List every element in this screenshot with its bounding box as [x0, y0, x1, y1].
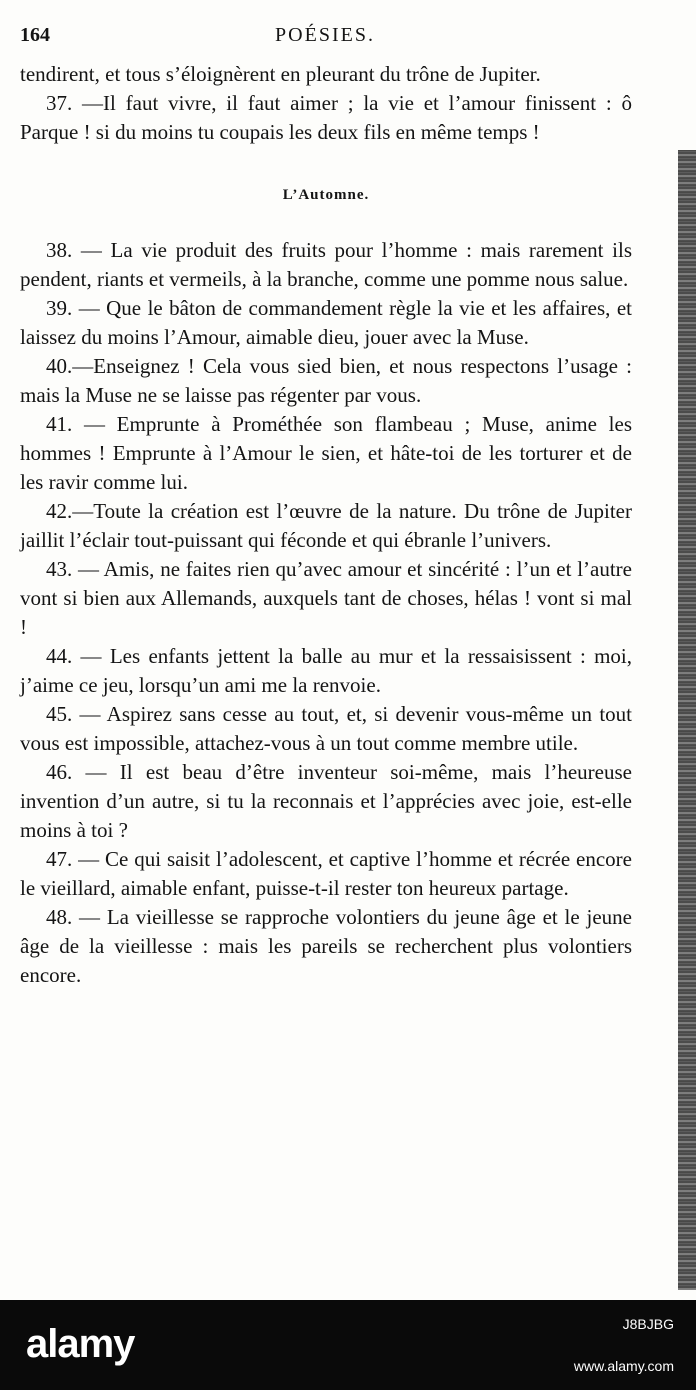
section-title: L’Automne. — [282, 187, 370, 203]
paragraph-48: 48. — La vieillesse se rapproche volontiers du jeune âge et le jeune âge de la vieillesse : mais les pareils se recherchent plus volontiers encore. — [20, 905, 632, 987]
paragraph-47: 47. — Ce qui saisit l’adolescent, et captive l’homme et récrée encore le vieillard, aimable enfant, puisse-t-il rester ton heureux partage. — [20, 847, 632, 900]
site-url: www.alamy.com — [573, 1358, 674, 1374]
paragraph-42: 42.—Toute la création est l’œuvre de la nature. Du trône de Jupiter jaillit l’éclair tout-puissant qui féconde et qui ébranle l’univers. — [20, 499, 632, 552]
paragraph-39: 39. — Que le bâton de commandement règle la vie et les affaires, et laissez du moins l’Amour, aimable dieu, jouer avec la Muse. — [20, 296, 632, 349]
page-edge-shadow — [678, 150, 696, 1290]
alamy-logo: alamy — [26, 1322, 135, 1366]
running-head: POÉSIES. — [275, 24, 375, 46]
paragraph-40: 40.—Enseignez ! Cela vous sied bien, et nous respectons l’usage : mais la Muse ne se laisse pas régenter par vous. — [20, 354, 632, 407]
page-header — [20, 24, 630, 50]
watermark-footer — [0, 1300, 696, 1390]
paragraph-37: 37. —Il faut vivre, il faut aimer ; la vie et l’amour finissent : ô Parque ! si du moins tu coupais les deux fils en même temps ! — [20, 91, 632, 144]
page-number: 164 — [20, 24, 50, 46]
paragraph-41: 41. — Emprunte à Prométhée son flambeau ; Muse, anime les hommes ! Emprunte à l’Amour le sien, et hâte-toi de les torturer et de les ravir comme lui. — [20, 412, 632, 494]
paragraph-43: 43. — Amis, ne faites rien qu’avec amour et sincérité : l’un et l’autre vont si bien aux Allemands, auxquels tant de choses, hélas ! vont si mal ! — [20, 557, 632, 639]
body-text — [20, 60, 632, 990]
paragraph-45: 45. — Aspirez sans cesse au tout, et, si devenir vous-même un tout vous est impossible, attachez-vous à un tout comme membre utile. — [20, 702, 632, 755]
paragraph-44: 44. — Les enfants jettent la balle au mur et la ressaisissent : moi, j’aime ce jeu, lorsqu’un ami me la renvoie. — [20, 644, 632, 697]
paragraph-38: 38. — La vie produit des fruits pour l’homme : mais rarement ils pendent, riants et vermeils, à la branche, comme une pomme nous salue. — [20, 238, 632, 291]
paragraph-46: 46. — Il est beau d’être inventeur soi-même, mais l’heureuse invention d’un autre, si tu la reconnais et l’apprécies avec joie, est-elle moins à toi ? — [20, 760, 632, 842]
paragraph-continuation: tendirent, et tous s’éloignèrent en pleurant du trône de Jupiter. — [20, 62, 541, 86]
image-id: J8BJBG — [622, 1316, 674, 1332]
